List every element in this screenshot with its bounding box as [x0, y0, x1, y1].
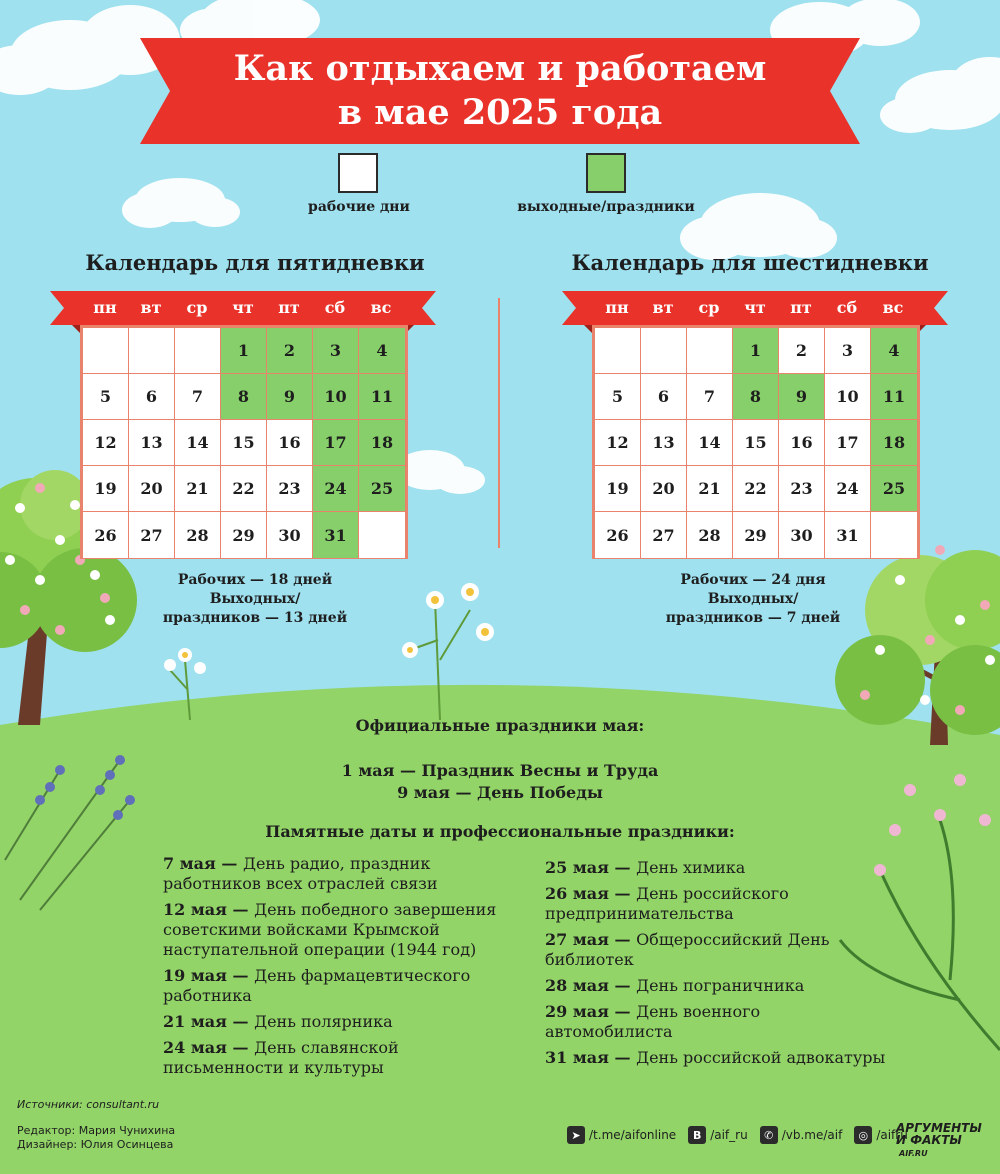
calendar-day-cell: 6 [129, 374, 175, 420]
calendar-day-cell: 3 [825, 328, 871, 374]
calendar-day-cell: 13 [641, 420, 687, 466]
stats-work: Рабочих — 24 дня [680, 572, 826, 588]
memorable-date: 21 мая [163, 1012, 227, 1031]
memorable-description: День военного автомобилиста [545, 1002, 761, 1041]
social-link-label: /aif_ru [710, 1128, 748, 1142]
dash-separator: — [226, 1038, 255, 1057]
social-links [567, 1126, 908, 1144]
calendar-day-cell: 1 [221, 328, 267, 374]
calendar-day-cell: 14 [175, 420, 221, 466]
memorable-date-item [163, 854, 508, 894]
memorable-date-item [163, 966, 508, 1006]
memorable-description: День фармацевтического работника [163, 966, 471, 1005]
memorable-date: 7 мая [163, 854, 216, 873]
calendar-day-cell: 10 [313, 374, 359, 420]
memorable-description: День полярника [254, 1012, 393, 1031]
social-link-label: /aifru [876, 1128, 908, 1142]
memorable-date: 27 мая [545, 930, 609, 949]
editor-text: Редактор: Мария Чунихина [17, 1124, 176, 1137]
calendar-day-cell: 25 [359, 466, 405, 512]
memorable-date: 26 мая [545, 884, 609, 903]
memorable-description: День славянской письменности и культуры [163, 1038, 399, 1077]
calendar-day-cell: 2 [779, 328, 825, 374]
logo-domain: AIF.RU [899, 1149, 928, 1158]
calendar-day-cell: 4 [359, 328, 405, 374]
calendar-day-cell: 8 [221, 374, 267, 420]
calendar-day-cell: 5 [83, 374, 129, 420]
calendar-empty-cell [359, 512, 405, 558]
page-title-line2: в мае 2025 года [337, 92, 663, 133]
memorable-list-right [545, 858, 890, 1074]
calendar-day-cell: 21 [687, 466, 733, 512]
dash-separator: — [226, 966, 255, 985]
memorable-list-left [163, 854, 508, 1084]
calendar-day-cell: 8 [733, 374, 779, 420]
memorable-date-item [545, 930, 890, 970]
memorable-date: 28 мая [545, 976, 609, 995]
calendar-title-6day: Календарь для шестидневки [571, 250, 929, 275]
legend-work-label: рабочие дни [308, 199, 410, 215]
stats-5day [130, 571, 380, 628]
official-holidays-title: Официальные праздники мая: [355, 716, 645, 735]
calendar-day-cell: 27 [641, 512, 687, 558]
calendar-day-cell: 15 [733, 420, 779, 466]
memorable-date-item [545, 858, 890, 878]
calendar-day-cell: 5 [595, 374, 641, 420]
stats-6day [628, 571, 878, 628]
calendar-day-cell: 7 [175, 374, 221, 420]
weekday-label: вс [882, 298, 904, 317]
calendar-day-cell: 2 [267, 328, 313, 374]
weekday-label: вт [140, 298, 162, 317]
calendar-day-cell: 17 [313, 420, 359, 466]
calendar-day-cell: 29 [733, 512, 779, 558]
calendar-day-cell: 30 [267, 512, 313, 558]
legend-off-label: выходные/праздники [517, 199, 695, 215]
calendar-day-cell: 20 [129, 466, 175, 512]
memorable-description: Общероссийский День библиотек [545, 930, 830, 969]
memorable-description: День победного завершения советскими войсками Крымской наступательной операции (1944 год) [163, 900, 497, 959]
viber-icon: ✆ [760, 1126, 778, 1144]
weekday-label: пн [93, 298, 117, 317]
memorable-date: 25 мая [545, 858, 609, 877]
calendar-day-cell: 11 [871, 374, 917, 420]
calendar-day-cell: 7 [687, 374, 733, 420]
title-ribbon [140, 38, 860, 144]
social-link-label: /vb.me/aif [781, 1128, 843, 1142]
calendar-day-cell: 19 [83, 466, 129, 512]
calendar-day-cell: 29 [221, 512, 267, 558]
memorable-date-item [163, 900, 508, 960]
telegram-icon: ➤ [567, 1126, 585, 1144]
calendar-empty-cell [871, 512, 917, 558]
social-link[interactable] [688, 1126, 748, 1144]
calendars-divider [498, 298, 500, 548]
stats-off-line1: Выходных/ [707, 591, 799, 607]
calendar-empty-cell [83, 328, 129, 374]
calendar-day-cell: 16 [779, 420, 825, 466]
calendar-title-5day: Календарь для пятидневки [85, 250, 425, 275]
logo-line2: И ФАКТЫ [896, 1133, 962, 1147]
aif-logo [896, 1122, 986, 1160]
weekday-label: сб [324, 298, 346, 317]
calendar-day-cell: 31 [825, 512, 871, 558]
calendar-day-cell: 17 [825, 420, 871, 466]
memorable-description: День радио, праздник работников всех отраслей связи [163, 854, 438, 893]
calendar-day-cell: 9 [779, 374, 825, 420]
memorable-date-item [163, 1012, 508, 1032]
calendar-day-cell: 19 [595, 466, 641, 512]
calendar-day-cell: 28 [687, 512, 733, 558]
weekday-label: вт [652, 298, 674, 317]
social-link-label: /t.me/aifonline [589, 1128, 677, 1142]
calendar-day-cell: 12 [595, 420, 641, 466]
official-holiday-item: 9 мая — День Победы [397, 783, 603, 802]
legend-off-swatch [586, 153, 626, 193]
ok-icon: ◎ [854, 1126, 872, 1144]
page-title-line1: Как отдыхаем и работаем [233, 48, 767, 89]
calendar-day-cell: 18 [871, 420, 917, 466]
calendar-day-cell: 31 [313, 512, 359, 558]
official-holiday-item: 1 мая — Праздник Весны и Труда [341, 761, 659, 780]
memorable-description: День российской адвокатуры [636, 1048, 886, 1067]
calendar-empty-cell [687, 328, 733, 374]
dash-separator: — [608, 976, 637, 995]
calendar-grid-5day [80, 325, 408, 559]
calendar-day-cell: 26 [83, 512, 129, 558]
stats-off-line2: праздников — 7 дней [665, 610, 841, 626]
memorable-date-item [545, 884, 890, 924]
calendar-day-cell: 27 [129, 512, 175, 558]
memorable-description: День пограничника [636, 976, 805, 995]
memorable-date-item [545, 1048, 890, 1068]
weekday-label: чт [744, 298, 766, 317]
memorable-date: 24 мая [163, 1038, 227, 1057]
stats-off-line2: праздников — 13 дней [162, 610, 348, 626]
memorable-date: 12 мая [163, 900, 227, 919]
calendar-day-cell: 28 [175, 512, 221, 558]
calendar-day-cell: 15 [221, 420, 267, 466]
dash-separator: — [215, 854, 243, 873]
calendar-day-cell: 1 [733, 328, 779, 374]
calendar-day-cell: 30 [779, 512, 825, 558]
weekday-label: пн [605, 298, 629, 317]
calendar-empty-cell [175, 328, 221, 374]
logo-line1: АРГУМЕНТЫ [896, 1121, 982, 1135]
calendar-day-cell: 11 [359, 374, 405, 420]
weekday-label: пт [278, 298, 300, 317]
dash-separator: — [226, 1012, 255, 1031]
memorable-date: 31 мая [545, 1048, 609, 1067]
calendar-day-cell: 4 [871, 328, 917, 374]
calendar-empty-cell [129, 328, 175, 374]
calendar-day-cell: 9 [267, 374, 313, 420]
calendar-day-cell: 24 [313, 466, 359, 512]
dash-separator: — [608, 858, 637, 877]
social-link[interactable] [760, 1126, 843, 1144]
memorable-dates-title: Памятные даты и профессиональные праздники: [265, 822, 735, 841]
weekday-label: ср [186, 298, 208, 317]
memorable-description: День российского предпринимательства [545, 884, 789, 923]
dash-separator: — [608, 930, 637, 949]
calendar-day-cell: 21 [175, 466, 221, 512]
weekday-label: вс [370, 298, 392, 317]
calendar-day-cell: 25 [871, 466, 917, 512]
calendar-grid-6day [592, 325, 920, 559]
calendar-day-cell: 12 [83, 420, 129, 466]
calendar-empty-cell [641, 328, 687, 374]
designer-text: Дизайнер: Юлия Осинцева [17, 1138, 174, 1151]
calendar-day-cell: 13 [129, 420, 175, 466]
sources-text: Источники: consultant.ru [17, 1098, 160, 1111]
calendar-day-cell: 14 [687, 420, 733, 466]
stats-off-line1: Выходных/ [209, 591, 301, 607]
dash-separator: — [608, 884, 637, 903]
calendar-day-cell: 20 [641, 466, 687, 512]
memorable-date: 29 мая [545, 1002, 609, 1021]
calendar-day-cell: 24 [825, 466, 871, 512]
weekday-label: пт [790, 298, 812, 317]
calendar-day-cell: 26 [595, 512, 641, 558]
weekday-label: чт [232, 298, 254, 317]
weekday-label: ср [698, 298, 720, 317]
stats-work: Рабочих — 18 дней [177, 572, 333, 588]
calendar-day-cell: 23 [267, 466, 313, 512]
calendar-day-cell: 16 [267, 420, 313, 466]
dash-separator: — [608, 1002, 637, 1021]
calendar-empty-cell [595, 328, 641, 374]
memorable-date-item [163, 1038, 508, 1078]
vk-icon: B [688, 1126, 706, 1144]
weekday-label: сб [836, 298, 858, 317]
calendar-day-cell: 22 [221, 466, 267, 512]
calendar-day-cell: 18 [359, 420, 405, 466]
memorable-description: День химика [636, 858, 746, 877]
memorable-date-item [545, 1002, 890, 1042]
calendar-day-cell: 23 [779, 466, 825, 512]
social-link[interactable] [567, 1126, 676, 1144]
dash-separator: — [608, 1048, 637, 1067]
memorable-date-item [545, 976, 890, 996]
calendar-day-cell: 10 [825, 374, 871, 420]
calendar-day-cell: 6 [641, 374, 687, 420]
calendar-day-cell: 3 [313, 328, 359, 374]
calendar-day-cell: 22 [733, 466, 779, 512]
memorable-date: 19 мая [163, 966, 227, 985]
legend-work-swatch [338, 153, 378, 193]
dash-separator: — [226, 900, 255, 919]
